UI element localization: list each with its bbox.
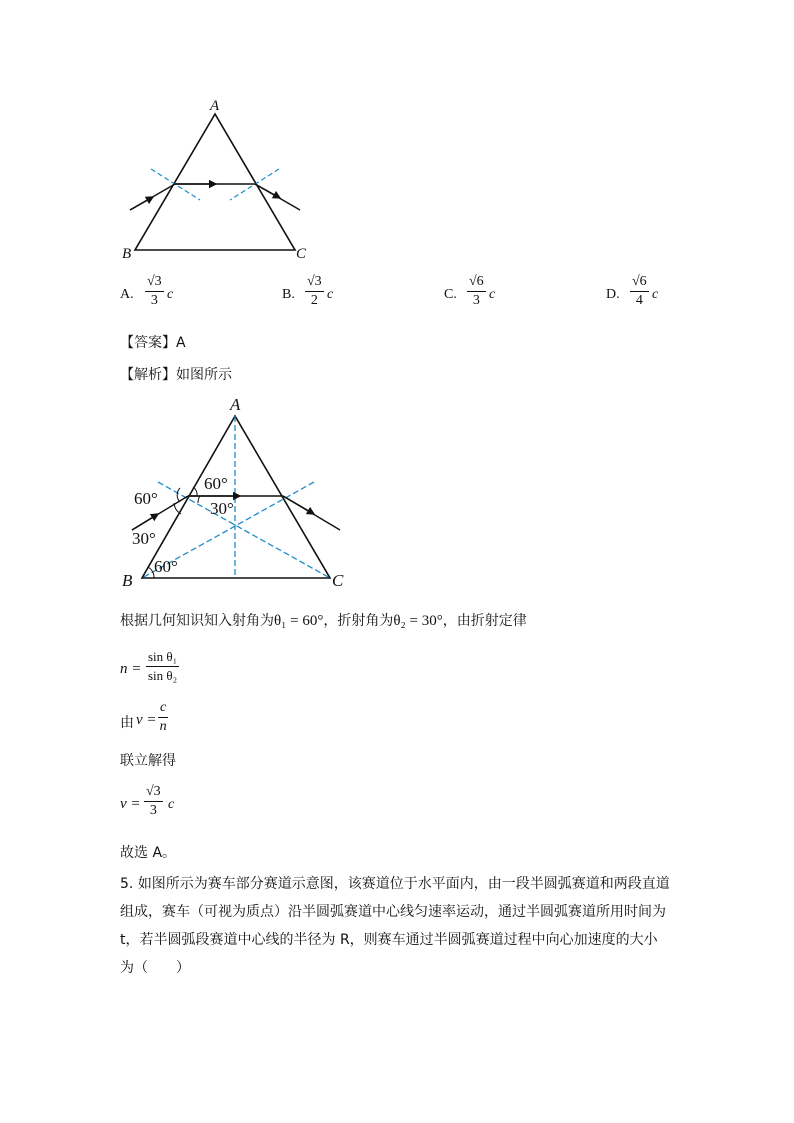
vertex-b-label: B <box>122 246 132 262</box>
conclusion-line: 故选 A。 <box>120 845 177 861</box>
question-5-line-4: 为（ ） <box>120 960 190 976</box>
option-a-suffix: c <box>167 287 174 302</box>
v-equation-lhs: v = <box>136 712 157 728</box>
prism-triangle <box>135 114 295 250</box>
prism-triangle <box>142 416 330 578</box>
option-a-fraction: $\frac{√3}{3}$ <box>147 274 162 308</box>
angle-arc-left <box>177 488 180 502</box>
theta2-expression: θ₂ = 30° <box>393 613 443 629</box>
angle-60-top-label: 60° <box>204 474 228 493</box>
vertex-c-label: C <box>296 246 307 262</box>
option-letter: C. <box>444 287 457 302</box>
answer-line <box>120 332 186 352</box>
option-d-suffix: c <box>652 287 659 302</box>
result-lhs: v = <box>120 796 141 812</box>
angle-60-bottom-label: 60° <box>154 557 178 576</box>
analysis-intro: 如图所示 <box>176 367 232 383</box>
question-5-line-3: t，若半圆弧段赛道中心线的半径为 R，则赛车通过半圆弧赛道过程中向心加速度的大小 <box>120 932 658 948</box>
vertex-a-label: A <box>210 98 220 114</box>
option-a[interactable] <box>120 286 134 303</box>
angle-arc-inner <box>198 496 200 503</box>
option-d-fraction: $\frac{√6}{4}$ <box>632 274 647 308</box>
option-b-fraction: $\frac{√3}{2}$ <box>307 274 322 308</box>
analysis-line <box>120 364 232 384</box>
theta1-expression: θ₁ = 60° <box>274 613 324 629</box>
analysis-label: 【解析】 <box>120 367 176 383</box>
question-5-line-2: 组成，赛车（可视为质点）沿半圆弧赛道中心线匀速率运动，通过半圆弧赛道所用时间为 <box>120 904 666 920</box>
option-d[interactable] <box>606 286 620 303</box>
option-b-suffix: c <box>327 287 334 302</box>
n-equation-lhs: n = <box>120 661 142 677</box>
question-number: 5. <box>120 876 134 892</box>
angle-60-left-label: 60° <box>134 489 158 508</box>
vertex-a-label: A <box>230 395 241 414</box>
vertex-c-label: C <box>332 571 344 590</box>
option-letter: B. <box>282 287 295 302</box>
combine-line: 联立解得 <box>120 753 176 769</box>
question-5 <box>120 870 680 982</box>
angle-30-inner-label: 30° <box>210 499 234 518</box>
result-fraction: $\frac{√3}{3}$ <box>146 784 161 818</box>
question-5-line-1: 5. 如图所示为赛车部分赛道示意图，该赛道位于水平面内，由一段半圆弧赛道和两段直道 <box>120 876 670 892</box>
by-label: 由 <box>120 715 134 731</box>
option-c[interactable] <box>444 286 457 303</box>
option-c-fraction: $\frac{√6}{3}$ <box>469 274 484 308</box>
option-letter: D. <box>606 287 620 302</box>
solution-line-1: 根据几何知识知入射角为θ₁ = 60°，折射角为θ₂ = 30°，由折射定律 <box>120 613 527 629</box>
angle-30-lower-label: 30° <box>132 529 156 548</box>
n-equation-fraction: $\frac{\text{sin θ₁}}{\text{sin θ₂}}$ <box>148 649 178 683</box>
vertex-b-label: B <box>122 571 133 590</box>
result-suffix: c <box>168 797 175 812</box>
answer-label: 【答案】 <box>120 335 176 351</box>
prism-figure-1 <box>120 96 320 266</box>
answer-value: A <box>176 335 186 351</box>
option-b[interactable] <box>282 286 295 303</box>
v-equation-fraction: $\frac{c}{n}$ <box>159 700 167 734</box>
prism-figure-2 <box>118 390 358 592</box>
option-c-suffix: c <box>489 287 496 302</box>
option-letter: A. <box>120 287 134 302</box>
